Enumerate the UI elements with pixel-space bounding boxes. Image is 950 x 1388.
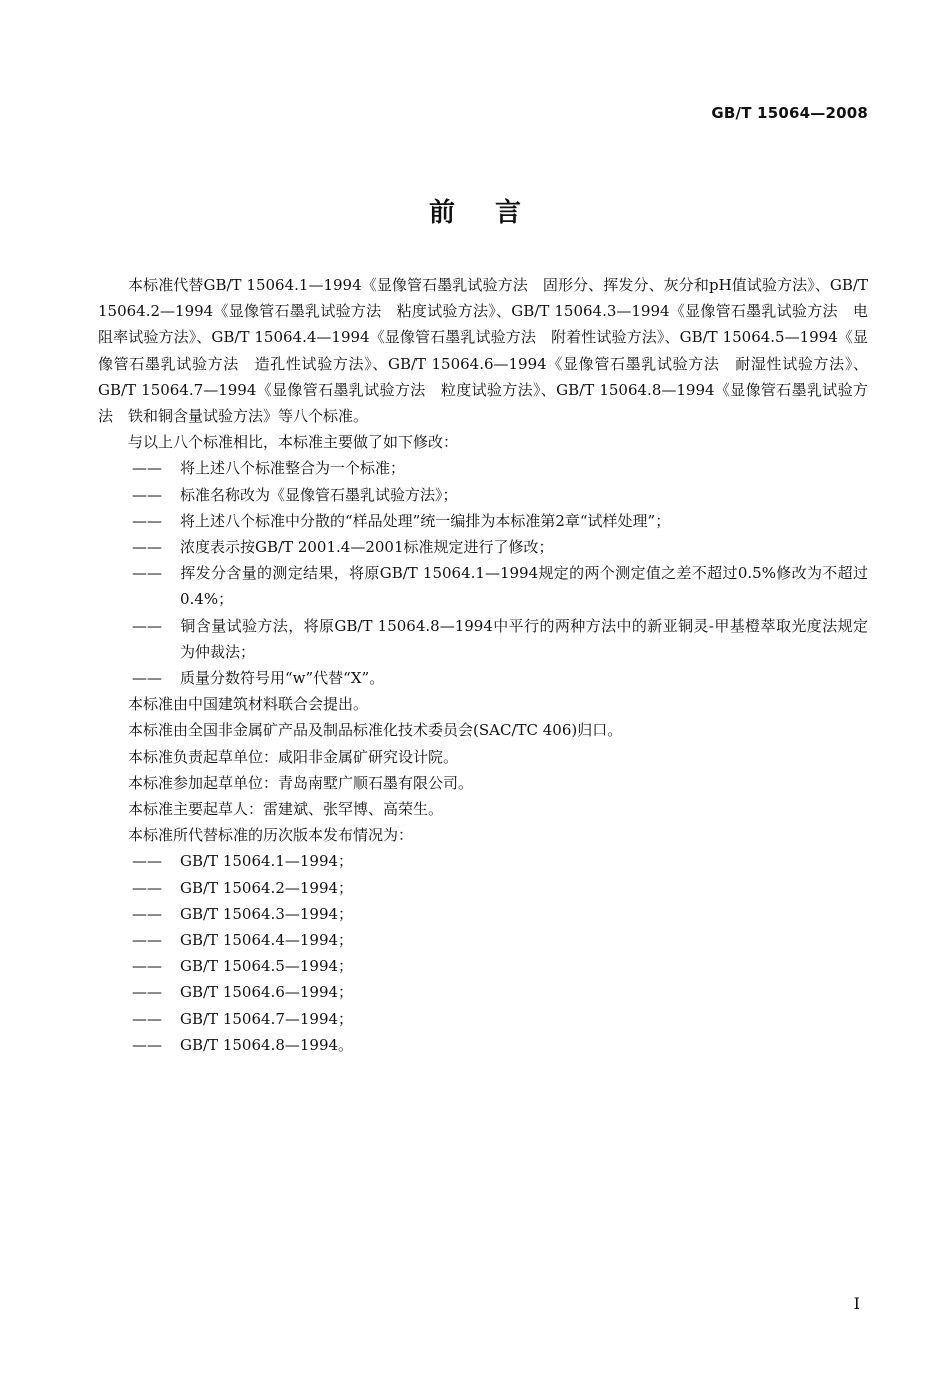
history-item-text: GB/T 15064.6—1994； (180, 983, 354, 1002)
history-item (98, 1006, 868, 1032)
participating-unit-line: 本标准参加起草单位：青岛南墅广顺石墨有限公司。 (128, 773, 474, 792)
dash-marker: —— (132, 1035, 162, 1054)
history-item-text: GB/T 15064.4—1994； (180, 931, 354, 950)
change-item (98, 534, 868, 560)
dash-marker: —— (132, 983, 162, 1002)
history-item-text: GB/T 15064.3—1994； (180, 904, 354, 923)
history-item-text: GB/T 15064.7—1994； (180, 1009, 354, 1028)
dash-marker: —— (132, 564, 162, 583)
committee-line: 本标准由全国非金属矿产品及制品标准化技术委员会(SAC/TC 406)归口。 (128, 721, 623, 740)
change-item-text: 标准名称改为《显像管石墨乳试验方法》； (180, 485, 458, 504)
changes-lead: 与以上八个标准相比，本标准主要做了如下修改： (128, 433, 459, 452)
dash-marker: —— (132, 616, 162, 635)
history-item-text: GB/T 15064.1—1994； (180, 852, 354, 871)
dash-marker: —— (132, 1009, 162, 1028)
dash-marker: —— (132, 669, 162, 688)
dash-marker: —— (132, 459, 162, 478)
history-item (98, 848, 868, 874)
history-item (98, 901, 868, 927)
change-item-text: 铜含量试验方法，将原GB/T 15064.8—1994中平行的两种方法中的新亚铜灵-甲基橙萃取光度法规定为仲裁法； (180, 616, 868, 661)
history-lead: 本标准所代替标准的历次版本发布情况为： (128, 826, 414, 845)
history-item-text: GB/T 15064.2—1994； (180, 878, 354, 897)
dash-marker: —— (132, 957, 162, 976)
change-item (98, 665, 868, 691)
proposer-line: 本标准由中国建筑材料联合会提出。 (128, 695, 369, 714)
history-item-text: GB/T 15064.5—1994； (180, 957, 354, 976)
history-item (98, 875, 868, 901)
change-item (98, 455, 868, 481)
dash-marker: —— (132, 485, 162, 504)
dash-marker: —— (132, 904, 162, 923)
change-item-text: 将上述八个标准整合为一个标准； (180, 459, 406, 478)
change-item-text: 质量分数符号用“w”代替“X”。 (180, 669, 385, 688)
change-item (98, 482, 868, 508)
standard-code: GB/T 15064—2008 (711, 104, 868, 122)
page-title: 前言 (428, 198, 561, 228)
dash-marker: —— (132, 878, 162, 897)
history-item (98, 1032, 868, 1058)
preface-body (98, 272, 868, 1058)
change-item-text: 浓度表示按GB/T 2001.4—2001标准规定进行了修改； (180, 538, 554, 557)
dash-marker: —— (132, 538, 162, 557)
change-item (98, 613, 868, 665)
drafters-line: 本标准主要起草人：雷建斌、张罕博、高荣生。 (128, 800, 444, 819)
replacement-paragraph: 本标准代替GB/T 15064.1—1994《显像管石墨乳试验方法 固形分、挥发分、灰分和pH值试验方法》、GB/T 15064.2—1994《显像管石墨乳试验方法 粘度试验方法》、GB/T 15064.3—1994《显像管石墨乳试验方法 电阻率试验方法》、GB/T 15064.4—1994《显像管石墨乳试验方法 附着性试验方法》、GB/T 15064.5—1994《显像管石墨乳试验方法 造孔性试验方法》、GB/T 15064.6—1994《显像管石墨乳试验方法 耐湿性试验方法》、GB/T 15064.7—1994《显像管石墨乳试验方法 粒度试验方法》、GB/T 15064.8—1994《显像管石墨乳试验方法 铁和铜含量试验方法》等八个标准。 (98, 276, 868, 426)
history-item (98, 927, 868, 953)
dash-marker: —— (132, 852, 162, 871)
history-item-text: GB/T 15064.8—1994。 (180, 1035, 354, 1054)
change-item (98, 508, 868, 534)
dash-marker: —— (132, 931, 162, 950)
change-item-text: 挥发分含量的测定结果，将原GB/T 15064.1—1994规定的两个测定值之差不超过0.5%修改为不超过0.4%； (180, 564, 868, 609)
drafting-unit-line: 本标准负责起草单位：咸阳非金属矿研究设计院。 (128, 747, 459, 766)
page-number: I (853, 1294, 860, 1313)
change-item (98, 560, 868, 612)
history-item (98, 979, 868, 1005)
change-item-text: 将上述八个标准中分散的“样品处理”统一编排为本标准第2章“试样处理”； (180, 511, 671, 530)
history-item (98, 953, 868, 979)
dash-marker: —— (132, 511, 162, 530)
